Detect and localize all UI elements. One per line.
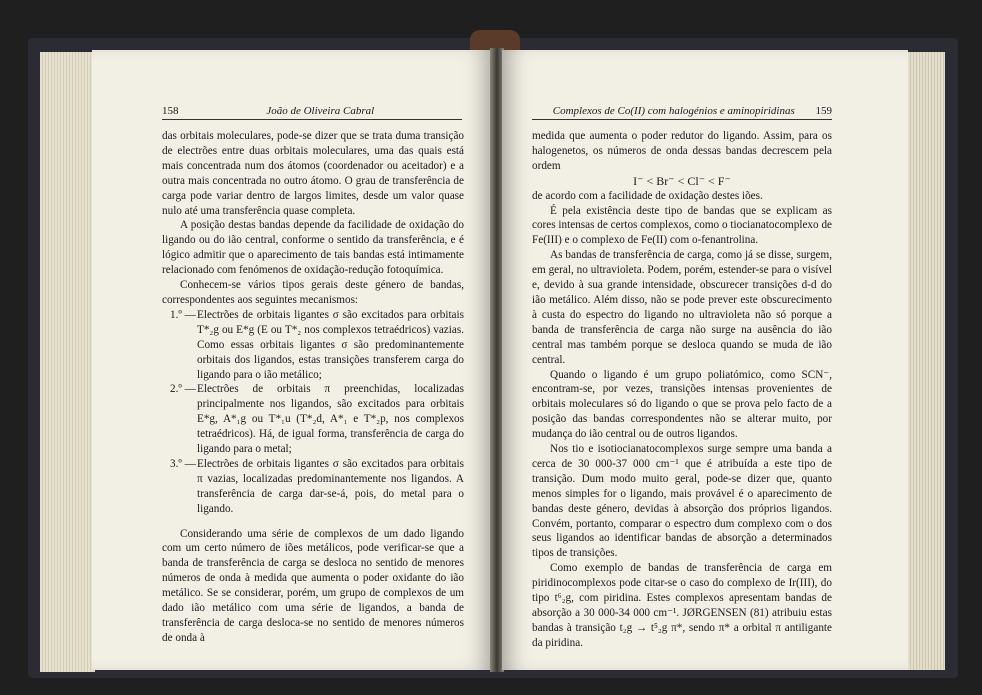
right-body-text bbox=[532, 129, 832, 651]
list-item bbox=[162, 382, 464, 457]
left-page-number: 158 bbox=[162, 105, 179, 117]
halide-order-formula: I⁻ < Br⁻ < Cl⁻ < F⁻ bbox=[633, 173, 731, 188]
paragraph: Nos tio e isotiocianatocomplexos surge sempre uma banda a cerca de 30 000-37 000 cm⁻¹ que é atribuída a este tipo de transição. Dum modo muito geral, pode-se dizer que, quanto menos simples for o ligando, mais provável é o aparecimento de bandas deste género, devidas à absorção dos próprios ligandos. Convém, portanto, comparar o espectro dum complexo com o dos seus ligandos ao identificar bandas de absorção a determinados tipos de transições. bbox=[532, 443, 832, 560]
paragraph: Quando o ligando é um grupo poliatómico, como SCN⁻, encontram-se, por vezes, transições intensas provenientes de orbitais moleculares só do ligando o que se prova pelo facto de a posição das bandas correspondentes não se alterar muito, por mudança do ião central ou de outros ligandos. bbox=[532, 368, 832, 441]
paragraph: de acordo com a facilidade de oxidação destes iões. bbox=[532, 189, 763, 202]
paragraph: Conhecem-se vários tipos gerais deste género de bandas, correspondentes aos seguintes mecanismos: bbox=[162, 279, 464, 306]
right-running-head: Complexos de Co(II) com halogénios e aminopiridinas bbox=[552, 105, 795, 117]
list-item-label: 2.º — bbox=[170, 383, 196, 396]
list-item bbox=[162, 457, 464, 517]
paragraph: As bandas de transferência de carga, como já se disse, surgem, em geral, no ultravioleta. Podem, porém, estender-se para o visível e, devido à sua grande intensidade, obscurecer transições d-d do ião metálico. Além disso, não se pode prever este obscurecimento à custa do espectro do ligando no ultravioleta não só porque a banda de transferência de carga não surge na ausência do ião central mas também porque se desloca quando se muda de ião central. bbox=[532, 249, 832, 366]
right-running-header bbox=[532, 105, 832, 120]
left-page bbox=[92, 50, 492, 670]
right-page-number: 159 bbox=[815, 105, 832, 117]
page-stack-left bbox=[40, 52, 95, 672]
paragraph: É pela existência deste tipo de bandas que se explicam as cores intensas de certos complexos, como o tiocianatocomplexo de Fe(III) e o complexo de Fe(II) com o-fenantrolina. bbox=[532, 204, 832, 247]
right-page bbox=[502, 50, 908, 670]
left-running-header bbox=[162, 105, 462, 120]
paragraph: das orbitais moleculares, pode-se dizer que se trata duma transição de electrões entre duas orbitais moleculares, uma das quais está mais concentrada num dos átomos (coordenador ou aceitador) e a outra mais concentrada no outro átomo. O grau de transferência de carga pode variar dentro de largos limites, desde um valor quase nulo até uma transferência quase completa. bbox=[162, 130, 464, 217]
paragraph: medida que aumenta o poder redutor do ligando. Assim, para os halogenetos, os números de onda dessas bandas decrescem pela ordem bbox=[532, 130, 832, 172]
paragraph: Como exemplo de bandas de transferência de carga em piridinocomplexos pode citar-se o caso do complexo de Ir(III), do tipo t⁶₂g, com piridina. Estes complexos apresentam bandas de absorção a 30 000-34 000 cm⁻¹. JØRGENSEN (81) atribuiu estas bandas à transição t₂g → t⁵₂g π*, sendo π* a orbital π antiligante da piridina. bbox=[532, 562, 832, 649]
list-item-text: Electrões de orbitais ligantes σ são excitados para orbitais π vazias, localizadas predominantemente nos ligandos. A transferência de carga dar-se-á, pois, do metal para o ligando. bbox=[197, 457, 464, 515]
paragraph: A posição destas bandas depende da facilidade de oxidação do ligando ou do ião central, conforme o sentido da transferência, e é lógico admitir que o aparecimento de tais bandas está intimamente relacionado com fenómenos de oxidação-redução fotoquímica. bbox=[162, 219, 464, 277]
list-item-label: 3.º — bbox=[170, 457, 196, 470]
paragraph: Considerando uma série de complexos de um dado ligando com um certo número de iões metálicos, pode verificar-se que a banda de transferência de carga se desloca no sentido de menores números de onda à medida que aumenta o poder oxidante do ião metálico. Se se considerar, porém, um grupo de complexos de um dado ião metálico com uma série de ligandos, a banda de transferência de carga desloca-se no sentido de menores números de onda à bbox=[162, 527, 464, 644]
list-item-label: 1.º — bbox=[170, 308, 196, 321]
list-item-text: Electrões de orbitais π preenchidas, localizadas principalmente nos ligandos, são excitados para orbitais E*g, A*₁g ou T*₁u (T*₂d, A*₁ e T*₂p, nos complexos tetraédricos). Há, de igual forma, transferência de carga do ligando para o metal; bbox=[197, 383, 464, 456]
list-item bbox=[162, 308, 464, 383]
left-running-head: João de Oliveira Cabral bbox=[266, 105, 375, 117]
left-body-text bbox=[162, 129, 464, 646]
list-item-text: Electrões de orbitais ligantes σ são excitados para orbitais T*₂g ou E*g (E ou T*₂ nos complexos tetraédricos) vazias. Como essas orbitais ligantes σ são predominantemente orbitais dos ligandos, estas transições transferem carga do ligando para o ião metálico; bbox=[197, 308, 464, 381]
page-stack-right bbox=[905, 52, 945, 670]
